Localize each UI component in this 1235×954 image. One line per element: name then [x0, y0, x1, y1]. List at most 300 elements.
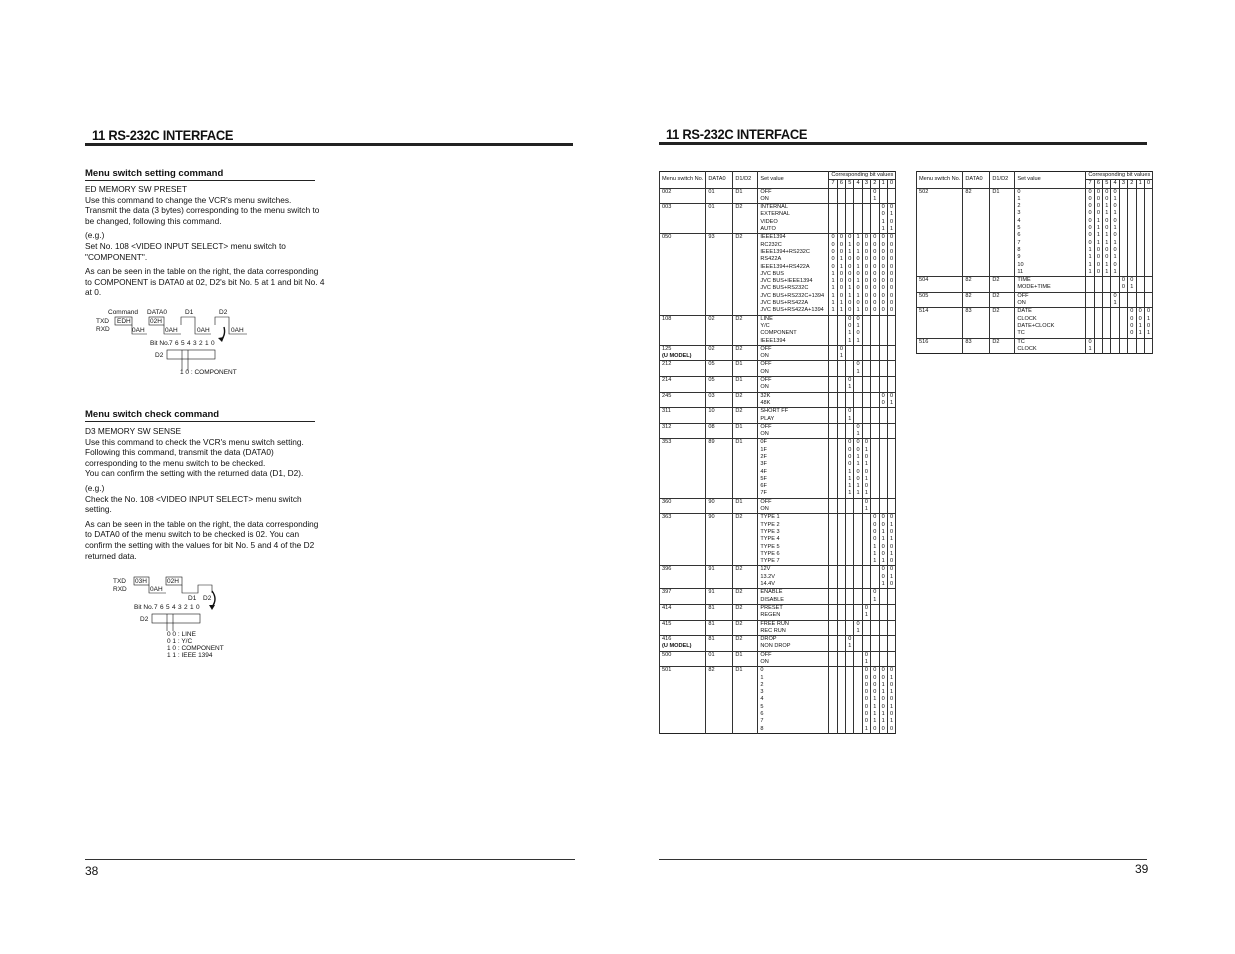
bit-value: 0	[846, 636, 854, 644]
bit-value	[837, 323, 845, 330]
bit-value: 0	[879, 211, 887, 218]
menu-switch-no	[660, 361, 706, 377]
bit-value: 0	[837, 242, 845, 249]
bit-value	[879, 423, 887, 431]
bit-value	[846, 536, 854, 543]
set-value: IEEE1394+RS232C	[758, 249, 829, 256]
col-menu-switch-no: Menu switch No.	[660, 172, 706, 189]
bit-value: 0	[1086, 240, 1094, 247]
set-value: ON	[1015, 300, 1086, 308]
menu-switch-no-value: 516	[919, 338, 929, 345]
bit-value	[846, 431, 854, 439]
bit-value	[829, 682, 837, 689]
bit-value	[1103, 300, 1111, 308]
set-value: 4F	[758, 469, 829, 476]
bit-value	[862, 636, 870, 644]
bit-value	[862, 566, 870, 574]
menu-switch-no	[917, 188, 963, 277]
diag1-bit4: 4	[187, 340, 191, 347]
bit-value	[854, 566, 862, 574]
menu-switch-no	[660, 589, 706, 605]
bit-value: 0	[837, 278, 845, 285]
bit-value	[871, 204, 879, 212]
bit-value	[871, 353, 879, 361]
set-value: IEEE1394+RS422A	[758, 264, 829, 271]
bit-value	[837, 636, 845, 644]
bit-value	[854, 529, 862, 536]
bit-value	[1103, 292, 1111, 300]
menu-switch-no-value: 514	[919, 308, 929, 315]
bit-value	[879, 620, 887, 628]
bit-value	[1119, 292, 1127, 300]
bit-value	[837, 514, 845, 522]
bit-value	[1086, 277, 1094, 285]
bit-value: 0	[879, 204, 887, 212]
table-row	[917, 292, 1153, 300]
bit-value: 0	[887, 696, 895, 703]
bit-value: 0	[887, 529, 895, 536]
menu-switch-no	[660, 423, 706, 439]
bit-value	[1128, 232, 1136, 239]
bit-value	[846, 196, 854, 204]
bit-value	[1144, 346, 1152, 354]
bit-value: 0	[871, 264, 879, 271]
bit-value	[829, 431, 837, 439]
bit-value	[1144, 292, 1152, 300]
bit-value: 0	[1111, 292, 1119, 300]
bit-value	[829, 345, 837, 353]
menu-switch-no-value: 353	[662, 439, 672, 446]
bit-value	[1128, 247, 1136, 254]
set-value: 0	[758, 667, 829, 675]
set-value: 10	[1015, 262, 1086, 269]
model-note: (U MODEL)	[662, 643, 692, 650]
bit-value	[829, 659, 837, 667]
menu-switch-no	[660, 514, 706, 566]
bit-value	[887, 604, 895, 612]
bit-value	[1119, 269, 1127, 277]
bit-value	[829, 211, 837, 218]
bit-value	[854, 604, 862, 612]
bit-value	[871, 416, 879, 424]
bit-header-0: 0	[1144, 180, 1152, 188]
bit-value	[846, 369, 854, 377]
bit-value: 0	[862, 278, 870, 285]
data0-value: 81	[706, 604, 733, 620]
bit-value	[871, 408, 879, 416]
section2-body	[85, 426, 325, 565]
bit-value: 0	[1086, 338, 1094, 346]
bit-value	[862, 369, 870, 377]
bit-value: 1	[1103, 203, 1111, 210]
bit-value: 1	[871, 718, 879, 725]
bit-value	[887, 643, 895, 651]
bit-value: 1	[1111, 269, 1119, 277]
bit-value: 0	[846, 234, 854, 242]
bit-value	[837, 392, 845, 400]
bit-value	[854, 211, 862, 218]
bit-value: 1	[829, 300, 837, 307]
diag1-ack2: 0AH	[165, 327, 178, 334]
set-value: ON	[758, 659, 829, 667]
bit-value	[1094, 316, 1102, 323]
col-set-value: Set value	[758, 172, 829, 189]
bit-value	[862, 589, 870, 597]
bit-value: 1	[871, 196, 879, 204]
bit-value	[879, 431, 887, 439]
bit-value: 1	[854, 490, 862, 498]
bit-value	[837, 408, 845, 416]
diag1-col-data0: DATA0	[147, 309, 167, 316]
table-row	[660, 566, 896, 574]
data0-value: 01	[706, 651, 733, 667]
bit-value	[837, 461, 845, 468]
bit-value	[846, 522, 854, 529]
bit-value	[1086, 316, 1094, 323]
bit-value	[854, 696, 862, 703]
bit-value	[862, 558, 870, 566]
bit-value	[879, 659, 887, 667]
bit-value	[871, 323, 879, 330]
bit-value: 0	[846, 256, 854, 263]
bit-value	[837, 204, 845, 212]
bit-value	[1103, 323, 1111, 330]
bit-value	[871, 659, 879, 667]
set-value: OFF	[758, 651, 829, 659]
bit-value	[837, 718, 845, 725]
section1-body	[85, 184, 325, 302]
diag2-bit2: 2	[184, 604, 188, 611]
menu-switch-no-value: 212	[662, 361, 672, 368]
bit-value	[829, 704, 837, 711]
bit-value	[1119, 308, 1127, 316]
bit-value	[1103, 316, 1111, 323]
bit-value: 0	[837, 249, 845, 256]
bit-value: 1	[879, 226, 887, 234]
bit-value	[887, 476, 895, 483]
bit-value	[871, 461, 879, 468]
data0-value: 02	[706, 315, 733, 345]
bit-value: 1	[846, 242, 854, 249]
bit-value	[829, 711, 837, 718]
bit-value	[1136, 247, 1144, 254]
bit-value	[1086, 284, 1094, 292]
bit-value: 0	[887, 242, 895, 249]
bit-value	[1119, 225, 1127, 232]
bit-value: 1	[887, 718, 895, 725]
bit-value: 0	[879, 234, 887, 242]
bit-value	[1136, 196, 1144, 203]
bit-value	[879, 643, 887, 651]
bit-value	[837, 551, 845, 558]
bit-value	[1136, 277, 1144, 285]
bit-value	[862, 529, 870, 536]
bit-value	[1128, 254, 1136, 261]
bit-value	[879, 384, 887, 392]
set-value: 7	[1015, 240, 1086, 247]
bit-value	[1136, 346, 1144, 354]
bit-value	[829, 544, 837, 551]
bit-value	[854, 514, 862, 522]
data0-value: 05	[706, 361, 733, 377]
diag1-bit7: 7	[169, 340, 173, 347]
col-d1d2: D1/D2	[990, 172, 1015, 189]
bit-value: 0	[862, 307, 870, 315]
bit-value: 0	[854, 256, 862, 263]
bit-value: 1	[846, 285, 854, 292]
bit-value: 1	[1144, 330, 1152, 338]
bit-value	[871, 315, 879, 323]
data0-value: 82	[706, 667, 733, 734]
bit-value: 0	[846, 377, 854, 385]
bit-value: 1	[837, 300, 845, 307]
bit-value	[829, 204, 837, 212]
diag1-bit3: 3	[193, 340, 197, 347]
bit-value	[846, 711, 854, 718]
bit-value: 0	[879, 667, 887, 675]
bit-value	[1111, 316, 1119, 323]
bit-value	[1136, 225, 1144, 232]
bit-value	[1119, 188, 1127, 196]
bit-value	[871, 345, 879, 353]
bit-value	[887, 483, 895, 490]
bit-value: 0	[862, 604, 870, 612]
set-value: 3	[1015, 210, 1086, 217]
bit-value: 1	[871, 696, 879, 703]
menu-switch-no	[660, 604, 706, 620]
set-value: Y/C	[758, 323, 829, 330]
bit-value	[1094, 338, 1102, 346]
bit-value: 0	[879, 264, 887, 271]
bit-value	[829, 667, 837, 675]
left-page-title: 11 RS-232C INTERFACE	[92, 127, 234, 143]
bit-value	[837, 536, 845, 543]
diag2-bit6: 6	[160, 604, 164, 611]
bit-value: 0	[862, 271, 870, 278]
bit-value: 1	[879, 689, 887, 696]
bit-value	[829, 361, 837, 369]
bit-value: 1	[1103, 269, 1111, 277]
left-footer-rule	[85, 859, 575, 860]
bit-value	[862, 431, 870, 439]
set-value: 6	[758, 711, 829, 718]
menu-switch-no-value: 214	[662, 377, 672, 384]
bit-value: 0	[871, 514, 879, 522]
menu-switch-no-value: 002	[662, 188, 672, 195]
bit-value	[854, 506, 862, 514]
table-row	[660, 377, 896, 385]
bit-value: 1	[1111, 254, 1119, 261]
bit-value: 0	[854, 361, 862, 369]
set-value: 2	[1015, 203, 1086, 210]
bit-value	[887, 636, 895, 644]
bit-value: 0	[1136, 308, 1144, 316]
bit-value	[846, 566, 854, 574]
menu-switch-no	[660, 620, 706, 636]
bit-value	[854, 574, 862, 581]
bit-value	[879, 461, 887, 468]
bit-value: 1	[871, 558, 879, 566]
bit-header-6: 6	[837, 180, 845, 188]
bit-value	[846, 675, 854, 682]
bit-value	[854, 188, 862, 196]
bit-value	[837, 469, 845, 476]
bit-value: 0	[871, 249, 879, 256]
bit-value: 1	[879, 581, 887, 589]
diag1-bit0: 0	[211, 340, 215, 347]
bit-value	[862, 377, 870, 385]
bit-value: 0	[879, 514, 887, 522]
bit-value	[846, 558, 854, 566]
left-title-rule	[85, 143, 573, 146]
bit-value	[829, 447, 837, 454]
bit-value	[1136, 232, 1144, 239]
data0-value: 83	[963, 308, 990, 338]
diag2-bit3: 3	[178, 604, 182, 611]
bit-value: 0	[879, 307, 887, 315]
data0-value: 02	[706, 345, 733, 361]
bit-value	[837, 476, 845, 483]
bit-value	[1119, 262, 1127, 269]
bit-value: 1	[846, 416, 854, 424]
bit-value: 1	[879, 536, 887, 543]
bit-value	[871, 581, 879, 589]
table-row	[660, 188, 896, 196]
bit-value: 0	[846, 307, 854, 315]
bit-value	[837, 211, 845, 218]
set-value: ON	[758, 431, 829, 439]
bit-value: 0	[871, 293, 879, 300]
bit-value	[829, 483, 837, 490]
bit-value	[837, 369, 845, 377]
diag1-col-d2: D2	[219, 309, 228, 316]
bit-value: 0	[879, 551, 887, 558]
table-row	[660, 423, 896, 431]
table-row	[660, 408, 896, 416]
bit-value	[837, 315, 845, 323]
bit-value	[1136, 210, 1144, 217]
bit-value: 0	[879, 696, 887, 703]
bit-value	[829, 338, 837, 346]
bit-value: 0	[887, 581, 895, 589]
bit-value	[879, 636, 887, 644]
bit-value: 0	[879, 271, 887, 278]
set-value: 14.4V	[758, 581, 829, 589]
bit-value	[871, 469, 879, 476]
bit-value	[871, 604, 879, 612]
bit-value	[871, 369, 879, 377]
bit-value	[871, 439, 879, 447]
bit-value	[837, 597, 845, 605]
bit-value	[1103, 277, 1111, 285]
bit-value	[862, 315, 870, 323]
set-value: SHORT FF	[758, 408, 829, 416]
table-row	[917, 308, 1153, 316]
bit-value: 0	[1094, 196, 1102, 203]
bit-value	[1128, 269, 1136, 277]
bit-value	[871, 506, 879, 514]
bit-value	[837, 483, 845, 490]
set-value: RC232C	[758, 242, 829, 249]
bit-value: 0	[1086, 203, 1094, 210]
bit-value: 0	[879, 293, 887, 300]
bit-value	[829, 718, 837, 725]
bit-value: 0	[854, 620, 862, 628]
table-row	[660, 589, 896, 597]
bit-value	[1119, 300, 1127, 308]
bit-value	[879, 369, 887, 377]
bit-value	[887, 330, 895, 337]
bit-value: 0	[854, 315, 862, 323]
bit-value: 1	[854, 293, 862, 300]
bit-value: 1	[1086, 262, 1094, 269]
bit-value: 0	[887, 219, 895, 226]
menu-switch-no-value: 414	[662, 604, 672, 611]
bit-value: 0	[887, 256, 895, 263]
bit-value	[1128, 262, 1136, 269]
bit-value	[879, 196, 887, 204]
table-row	[660, 636, 896, 644]
bit-value: 1	[846, 249, 854, 256]
bit-value	[871, 219, 879, 226]
bit-value: 1	[1094, 218, 1102, 225]
bit-value: 1	[887, 211, 895, 218]
bit-value	[879, 353, 887, 361]
bit-value: 0	[837, 271, 845, 278]
bit-value	[871, 338, 879, 346]
bit-value	[1128, 240, 1136, 247]
menu-switch-no	[917, 277, 963, 293]
bit-value	[837, 377, 845, 385]
set-value: LINE	[758, 315, 829, 323]
set-value: 11	[1015, 269, 1086, 277]
bit-value	[829, 377, 837, 385]
bit-value	[862, 522, 870, 529]
set-value: TYPE 3	[758, 529, 829, 536]
bit-value	[837, 689, 845, 696]
bit-value	[854, 353, 862, 361]
bit-value: 0	[862, 242, 870, 249]
bit-value: 0	[887, 300, 895, 307]
data0-value: 81	[706, 620, 733, 636]
bit-value	[1103, 346, 1111, 354]
bit-value	[837, 226, 845, 234]
bit-header-2: 2	[1128, 180, 1136, 188]
bit-value: 1	[862, 659, 870, 667]
set-value: IEEE1394	[758, 234, 829, 242]
diag2-bit5: 5	[166, 604, 170, 611]
bit-value: 0	[837, 293, 845, 300]
bit-value: 0	[879, 285, 887, 292]
bit-value: 0	[1103, 196, 1111, 203]
menu-switch-no	[660, 392, 706, 408]
set-value: 12V	[758, 566, 829, 574]
bit-value	[879, 323, 887, 330]
bit-value: 0	[887, 204, 895, 212]
bit-value	[829, 536, 837, 543]
right-page-number: 39	[1135, 862, 1149, 876]
diag1-byte-02h: 02H	[150, 318, 162, 325]
bit-value	[829, 726, 837, 734]
bit-value	[862, 581, 870, 589]
menu-switch-no-value: 397	[662, 589, 672, 596]
bit-value	[829, 581, 837, 589]
bit-value	[1119, 330, 1127, 338]
diag2-bit0: 0	[196, 604, 200, 611]
set-value: JVC BUS+RS232C	[758, 285, 829, 292]
bit-value: 0	[846, 408, 854, 416]
d1d2-value: D1	[733, 423, 758, 439]
